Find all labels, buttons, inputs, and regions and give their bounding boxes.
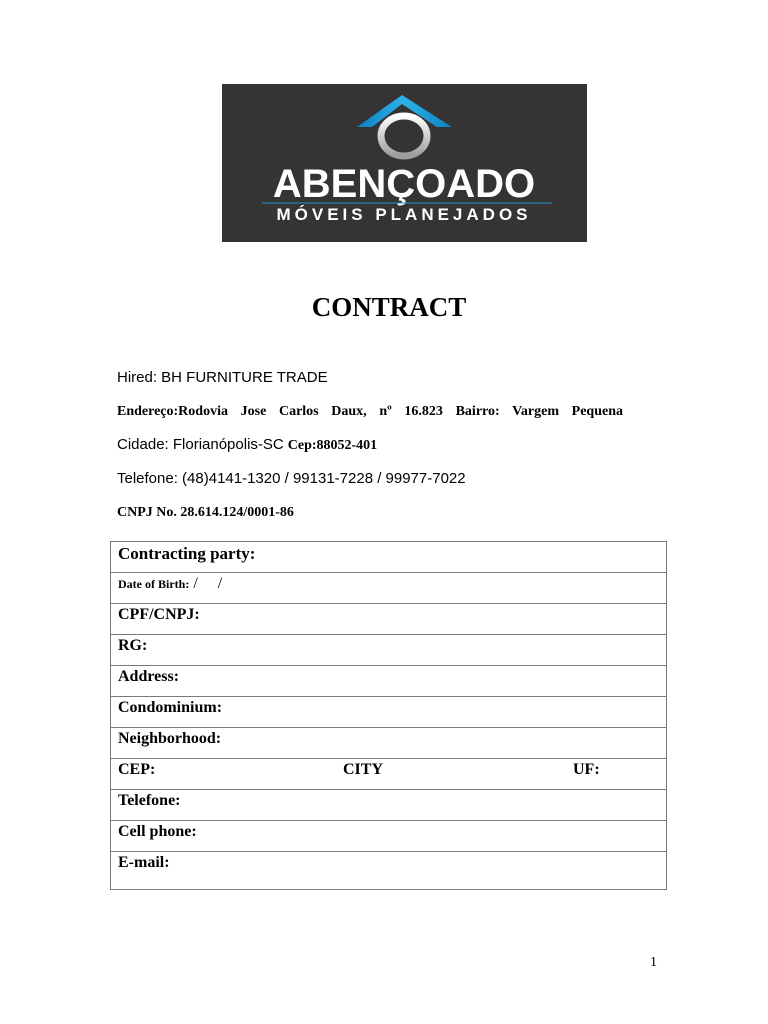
hired-line: Hired: BH FURNITURE TRADE — [117, 369, 328, 386]
company-logo — [222, 84, 587, 242]
page-title: CONTRACT — [311, 292, 467, 322]
date-of-birth-field[interactable] — [111, 573, 667, 604]
city-label: CITY — [343, 761, 384, 778]
dob-slashes: / / — [193, 575, 223, 592]
email-field[interactable]: E-mail: — [111, 852, 667, 890]
hired-address: Endereço:Rodovia Jose Carlos Daux, nº 16.823 Bairro: Vargem Pequena — [117, 404, 623, 419]
neighborhood-field[interactable]: Neighborhood: — [111, 728, 667, 759]
house-roof-icon — [222, 84, 587, 242]
hired-cep: Cep:88052-401 — [287, 438, 378, 453]
dob-label: Date of Birth: — [118, 577, 190, 591]
hired-city: Cidade: Florianópolis-SC — [117, 436, 284, 453]
cpf-cnpj-field[interactable]: CPF/CNPJ: — [111, 604, 667, 635]
hired-city-line — [117, 436, 377, 454]
telefone-field[interactable]: Telefone: — [111, 790, 667, 821]
logo-name: ABENÇOADO — [272, 162, 536, 206]
cell-phone-field[interactable]: Cell phone: — [111, 821, 667, 852]
address-field[interactable]: Address: — [111, 666, 667, 697]
rg-field[interactable]: RG: — [111, 635, 667, 666]
hired-cnpj: CNPJ No. 28.614.124/0001-86 — [117, 505, 294, 520]
contract-form-table — [110, 541, 667, 890]
logo-tagline: MÓVEIS PLANEJADOS — [276, 205, 532, 224]
cep-city-uf-field[interactable] — [111, 759, 667, 790]
condominium-field[interactable]: Condominium: — [111, 697, 667, 728]
cep-label: CEP: — [118, 761, 156, 778]
contracting-party-field[interactable]: Contracting party: — [111, 542, 667, 573]
hired-phone: Telefone: (48)4141-1320 / 99131-7228 / 99977-7022 — [117, 470, 466, 487]
uf-label: UF: — [573, 761, 600, 778]
page-number: 1 — [650, 955, 657, 970]
